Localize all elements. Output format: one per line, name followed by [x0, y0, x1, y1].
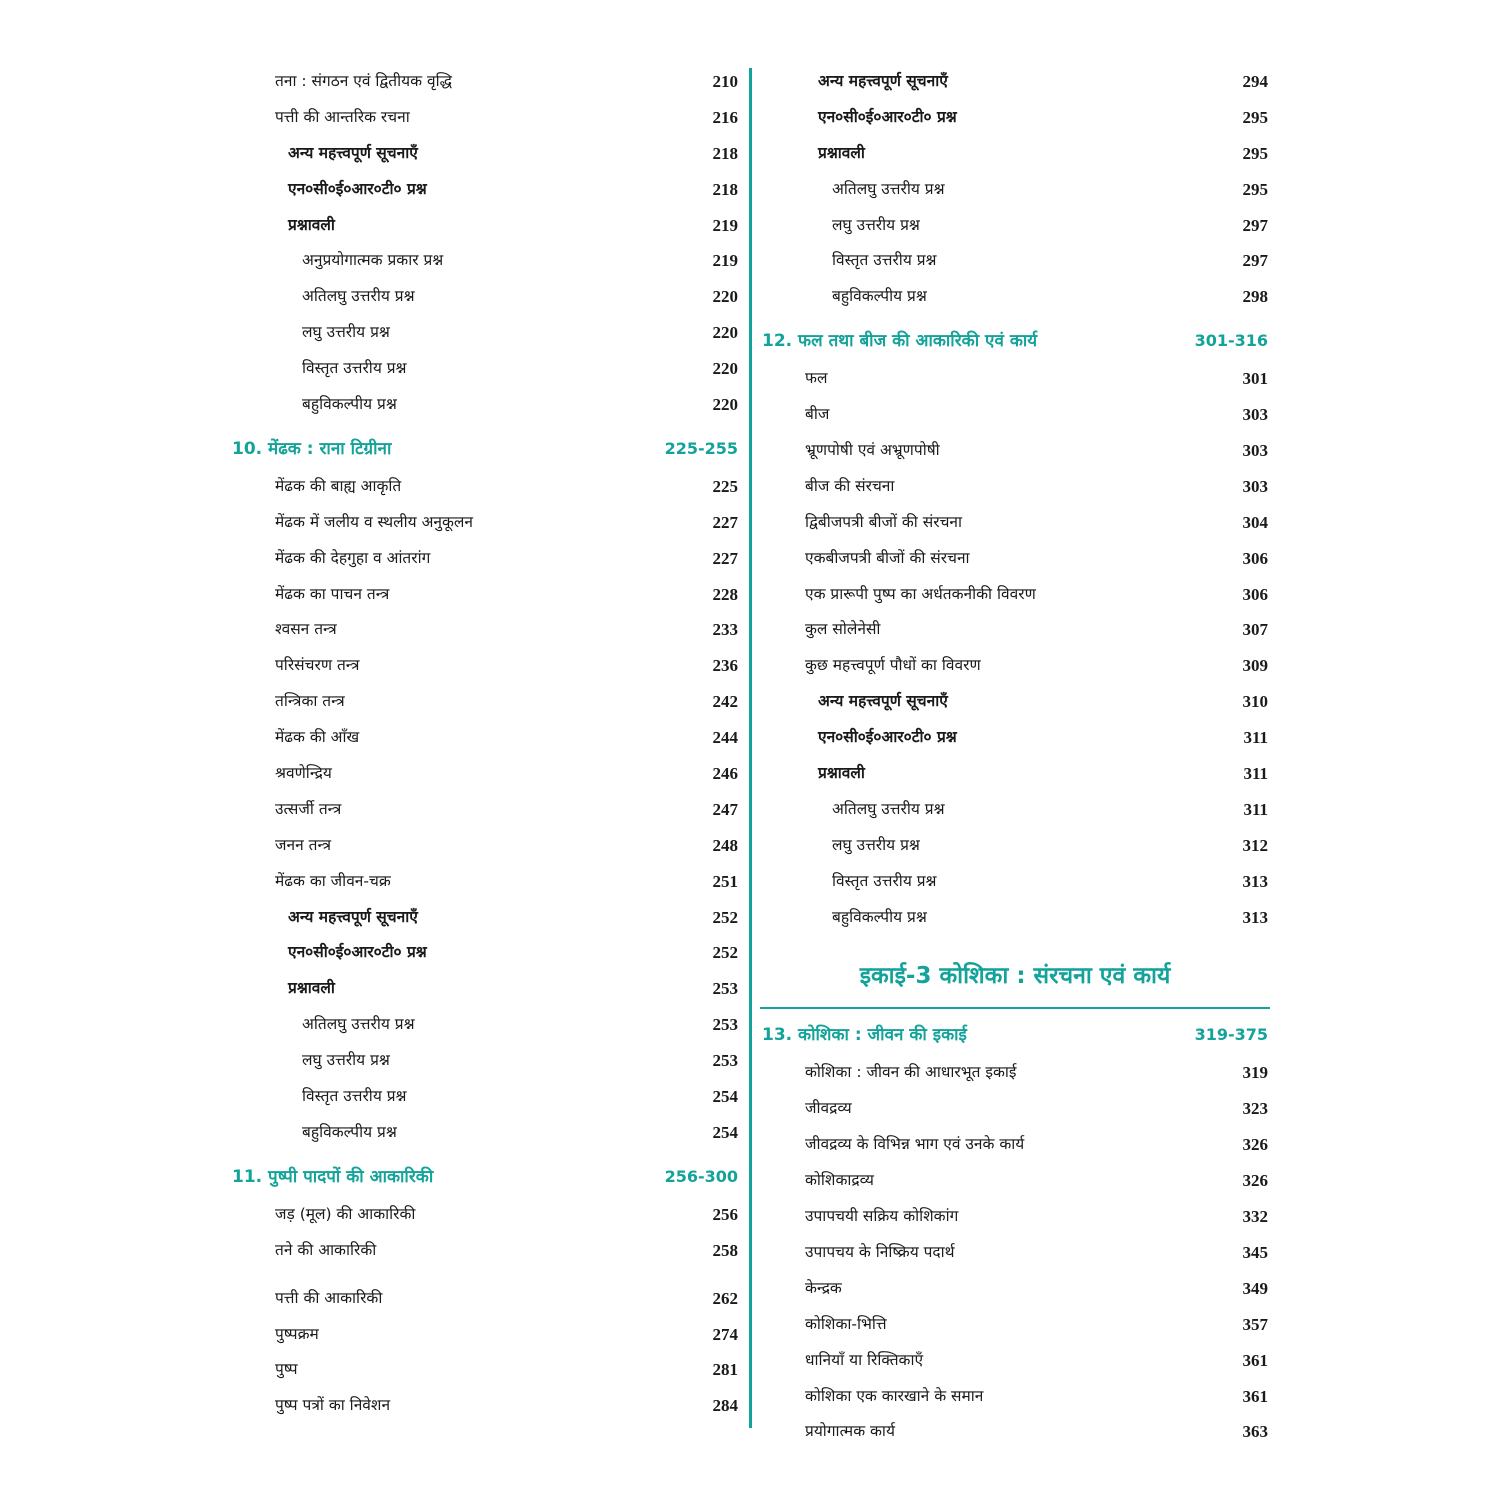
page-number: 301	[1242, 369, 1268, 389]
toc-entry	[230, 577, 740, 613]
page-number: 252	[712, 907, 738, 927]
toc-entry	[230, 864, 740, 900]
page-number: 220	[712, 323, 738, 343]
chapter-heading	[230, 429, 740, 469]
entry-title: प्रयोगात्मक कार्य	[805, 1422, 895, 1441]
page-number: 306	[1242, 548, 1268, 568]
page-number: 309	[1242, 656, 1268, 676]
page-number: 236	[712, 656, 738, 676]
entry-title: लघु उत्तरीय प्रश्न	[832, 835, 920, 854]
page-number: 220	[712, 359, 738, 379]
toc-entry	[230, 1388, 740, 1424]
toc-entry	[230, 1079, 740, 1115]
toc-entry	[230, 1281, 740, 1317]
toc-entry	[760, 1127, 1270, 1163]
toc-left-column	[230, 64, 740, 1424]
toc-entry	[760, 684, 1270, 720]
toc-entry	[760, 1343, 1270, 1379]
entry-title: बहुविकल्पीय प्रश्न	[832, 287, 927, 306]
entry-title: प्रश्नावली	[288, 979, 335, 998]
entry-title: अतिलघु उत्तरीय प्रश्न	[832, 179, 945, 198]
entry-title: पुष्प पत्रों का निवेशन	[275, 1396, 391, 1415]
toc-entry	[760, 792, 1270, 828]
entry-title: एन०सी०ई०आर०टी० प्रश्न	[818, 107, 957, 126]
entry-title: जड़ (मूल) की आकारिकी	[275, 1204, 416, 1223]
page-number: 311	[1243, 764, 1268, 784]
entry-title: कोशिका एक कारखाने के समान	[805, 1386, 984, 1405]
toc-entry	[760, 1307, 1270, 1343]
page-number: 297	[1242, 251, 1268, 271]
entry-title: प्रश्नावली	[818, 143, 865, 162]
entry-title: तने की आकारिकी	[275, 1240, 377, 1259]
chapter-heading	[760, 321, 1270, 361]
page-number: 345	[1242, 1242, 1268, 1262]
entry-title: एन०सी०ई०आर०टी० प्रश्न	[818, 728, 957, 747]
toc-entry	[230, 1007, 740, 1043]
entry-title: एन०सी०ई०आर०टी० प्रश्न	[288, 943, 427, 962]
entry-title: भ्रूणपोषी एवं अभ्रूणपोषी	[805, 441, 940, 460]
toc-entry	[230, 172, 740, 208]
page-number: 253	[712, 1015, 738, 1035]
toc-entry	[230, 100, 740, 136]
page-number: 256	[712, 1204, 738, 1224]
unit-title: इकाई-3 कोशिका : संरचना एवं कार्य	[859, 963, 1171, 990]
toc-entry	[760, 648, 1270, 684]
page-number: 295	[1242, 107, 1268, 127]
toc-entry	[760, 900, 1270, 936]
page-number: 295	[1242, 143, 1268, 163]
page-number: 228	[712, 584, 738, 604]
page-number: 247	[712, 799, 738, 819]
toc-entry	[760, 720, 1270, 756]
entry-title: उपापचय के निष्क्रिय पदार्थ	[805, 1242, 955, 1261]
page-number: 301-316	[1194, 331, 1268, 351]
toc-entry	[760, 1163, 1270, 1199]
entry-title: कुछ महत्त्वपूर्ण पौधों का विवरण	[805, 656, 981, 675]
entry-title: एक प्रारूपी पुष्प का अर्धतकनीकी विवरण	[805, 584, 1036, 603]
entry-title: 12. फल तथा बीज की आकारिकी एवं कार्य	[762, 331, 1038, 352]
entry-title: जीवद्रव्य के विभिन्न भाग एवं उनके कार्य	[805, 1135, 1025, 1154]
entry-title: एन०सी०ई०आर०टी० प्रश्न	[288, 179, 427, 198]
toc-entry	[230, 1043, 740, 1079]
entry-title: श्रवणेन्द्रिय	[275, 764, 332, 783]
toc-entry	[760, 136, 1270, 172]
page-number: 294	[1242, 72, 1268, 91]
entry-title: पत्ती की आकारिकी	[275, 1288, 383, 1307]
page-number: 303	[1242, 441, 1268, 461]
page-number: 225	[712, 476, 738, 496]
entry-title: प्रश्नावली	[818, 764, 865, 783]
toc-entry	[760, 612, 1270, 648]
page-number: 304	[1242, 512, 1268, 532]
entry-title: परिसंचरण तन्त्र	[275, 656, 360, 675]
page-number: 262	[712, 1288, 738, 1308]
page-number: 218	[712, 179, 738, 199]
page-number: 227	[712, 512, 738, 532]
entry-title: अन्य महत्त्वपूर्ण सूचनाएँ	[818, 692, 948, 711]
toc-entry	[760, 279, 1270, 315]
entry-title: अन्य महत्त्वपूर्ण सूचनाएँ	[818, 72, 948, 90]
page-number: 319	[1242, 1063, 1268, 1083]
toc-entry	[230, 935, 740, 971]
page-number: 274	[712, 1324, 738, 1344]
toc-entry	[230, 279, 740, 315]
entry-title: मेंढक का जीवन-चक्र	[275, 871, 391, 890]
entry-title: 11. पुष्पी पादपों की आकारिकी	[232, 1166, 434, 1187]
page-number: 254	[712, 1122, 738, 1142]
entry-title: पत्ती की आन्तरिक रचना	[275, 107, 410, 126]
toc-entry	[760, 1235, 1270, 1271]
page-number: 297	[1242, 215, 1268, 235]
entry-title: धानियाँ या रिक्तिकाएँ	[805, 1350, 924, 1369]
entry-title: एकबीजपत्री बीजों की संरचना	[805, 548, 970, 567]
entry-title: कुल सोलेनेसी	[805, 620, 881, 639]
entry-title: विस्तृत उत्तरीय प्रश्न	[832, 871, 937, 890]
entry-title: अन्य महत्त्वपूर्ण सूचनाएँ	[288, 143, 418, 162]
toc-entry	[760, 577, 1270, 613]
toc-entry	[230, 828, 740, 864]
page-number: 326	[1242, 1135, 1268, 1155]
toc-entry	[760, 100, 1270, 136]
page-number: 307	[1242, 620, 1268, 640]
page-number: 242	[712, 692, 738, 712]
page-number: 253	[712, 979, 738, 999]
entry-title: लघु उत्तरीय प्रश्न	[302, 1051, 390, 1070]
page-number: 220	[712, 287, 738, 307]
page-number: 323	[1242, 1099, 1268, 1119]
toc-entry	[760, 1091, 1270, 1127]
page-number: 219	[712, 251, 738, 271]
entry-title: द्विबीजपत्री बीजों की संरचना	[805, 512, 963, 531]
entry-title: उत्सर्जी तन्त्र	[275, 799, 342, 818]
entry-title: मेंढक की देहगुहा व आंतरांग	[275, 548, 431, 567]
page-number: 306	[1242, 584, 1268, 604]
toc-entry	[760, 64, 1270, 100]
entry-title: मेंढक का पाचन तन्त्र	[275, 584, 390, 603]
page-number: 227	[712, 548, 738, 568]
toc-entry	[230, 541, 740, 577]
page-number: 349	[1242, 1278, 1268, 1298]
toc-entry	[230, 208, 740, 244]
toc-right-column	[760, 64, 1270, 1450]
page-number: 298	[1242, 287, 1268, 307]
page-number: 251	[712, 871, 738, 891]
page-number: 225-255	[664, 438, 738, 458]
toc-entry	[760, 541, 1270, 577]
toc-entry	[230, 612, 740, 648]
toc-entry	[760, 361, 1270, 397]
toc-entry	[760, 1199, 1270, 1235]
toc-entry	[230, 1317, 740, 1353]
column-divider	[749, 68, 752, 1428]
page-number: 319-375	[1194, 1025, 1268, 1045]
toc-entry	[760, 828, 1270, 864]
entry-title: अनुप्रयोगात्मक प्रकार प्रश्न	[302, 251, 444, 270]
entry-title: जीवद्रव्य	[805, 1099, 852, 1118]
entry-title: बहुविकल्पीय प्रश्न	[302, 1122, 397, 1141]
toc-entry	[230, 720, 740, 756]
chapter-heading	[760, 1015, 1270, 1055]
page-number: 258	[712, 1240, 738, 1260]
toc-entry	[230, 684, 740, 720]
entry-title: फल	[805, 369, 828, 388]
toc-entry	[230, 971, 740, 1007]
page-number: 295	[1242, 179, 1268, 199]
entry-title: पुष्प	[275, 1360, 298, 1379]
page-number: 332	[1242, 1207, 1268, 1227]
page-number: 233	[712, 620, 738, 640]
entry-title: अतिलघु उत्तरीय प्रश्न	[302, 1015, 415, 1034]
entry-title: लघु उत्तरीय प्रश्न	[302, 323, 390, 342]
page-number: 284	[712, 1396, 738, 1416]
entry-title: लघु उत्तरीय प्रश्न	[832, 215, 920, 234]
entry-title: श्वसन तन्त्र	[275, 620, 337, 639]
toc-entry	[230, 243, 740, 279]
page-number: 363	[1242, 1422, 1268, 1442]
page-number: 218	[712, 143, 738, 163]
entry-title: अतिलघु उत्तरीय प्रश्न	[302, 287, 415, 306]
toc-entry	[230, 505, 740, 541]
page-number: 313	[1242, 871, 1268, 891]
toc-entry	[760, 756, 1270, 792]
entry-title: उपापचयी सक्रिय कोशिकांग	[805, 1207, 959, 1226]
page-number: 253	[712, 1051, 738, 1071]
toc-entry	[760, 1271, 1270, 1307]
toc-entry	[230, 469, 740, 505]
toc-entry	[760, 208, 1270, 244]
toc-entry	[230, 1197, 740, 1233]
page-number: 220	[712, 395, 738, 415]
toc-entry	[230, 351, 740, 387]
entry-title: मेंढक की बाह्य आकृति	[275, 476, 402, 495]
entry-title: बीज	[805, 405, 830, 424]
entry-title: कोशिकाद्रव्य	[805, 1171, 874, 1190]
toc-entry	[230, 792, 740, 828]
toc-entry	[760, 505, 1270, 541]
entry-title: कोशिका : जीवन की आधारभूत इकाई	[805, 1063, 1017, 1082]
page-number: 357	[1242, 1314, 1268, 1334]
entry-title: मेंढक की आँख	[275, 728, 360, 747]
page-number: 252	[712, 943, 738, 963]
entry-title: विस्तृत उत्तरीय प्रश्न	[302, 359, 407, 378]
page-number: 219	[712, 215, 738, 235]
toc-entry	[760, 172, 1270, 208]
toc-entry	[760, 469, 1270, 505]
entry-title: बहुविकल्पीय प्रश्न	[302, 395, 397, 414]
entry-title: 13. कोशिका : जीवन की इकाई	[762, 1025, 967, 1046]
page-number: 216	[712, 107, 738, 127]
entry-title: जनन तन्त्र	[275, 835, 332, 854]
toc-entry	[230, 64, 740, 100]
toc-entry	[230, 136, 740, 172]
entry-title: विस्तृत उत्तरीय प्रश्न	[832, 251, 937, 270]
entry-title: तन्त्रिका तन्त्र	[275, 692, 345, 711]
toc-entry	[230, 1115, 740, 1151]
page-number: 361	[1242, 1386, 1268, 1406]
page-number: 311	[1243, 728, 1268, 748]
page-number: 246	[712, 764, 738, 784]
page-number: 248	[712, 835, 738, 855]
toc-entry	[230, 315, 740, 351]
toc-entry	[230, 1233, 740, 1269]
toc-entry	[230, 900, 740, 936]
entry-title: अन्य महत्त्वपूर्ण सूचनाएँ	[288, 907, 418, 926]
entry-title: प्रश्नावली	[288, 215, 335, 234]
toc-entry	[230, 648, 740, 684]
entry-title: बीज की संरचना	[805, 476, 895, 495]
entry-title: पुष्पक्रम	[275, 1324, 319, 1343]
page-number: 361	[1242, 1350, 1268, 1370]
page-number: 254	[712, 1087, 738, 1107]
entry-title: केन्द्रक	[805, 1278, 842, 1297]
chapter-heading	[230, 1157, 740, 1197]
entry-title: कोशिका-भित्ति	[805, 1314, 887, 1333]
toc-entry	[230, 387, 740, 423]
page-number: 311	[1243, 799, 1268, 819]
page-number: 303	[1242, 405, 1268, 425]
page-number: 310	[1242, 692, 1268, 712]
page-number: 281	[712, 1360, 738, 1380]
toc-entry	[760, 397, 1270, 433]
entry-title: विस्तृत उत्तरीय प्रश्न	[302, 1087, 407, 1106]
page-number: 256-300	[664, 1166, 738, 1186]
toc-entry	[760, 1055, 1270, 1091]
toc-entry	[760, 864, 1270, 900]
toc-entry	[230, 756, 740, 792]
toc-entry	[230, 1352, 740, 1388]
toc-entry	[760, 243, 1270, 279]
toc-entry	[760, 1414, 1270, 1450]
page-number: 244	[712, 728, 738, 748]
page-number: 210	[712, 72, 738, 91]
entry-title: अतिलघु उत्तरीय प्रश्न	[832, 799, 945, 818]
unit-heading	[760, 953, 1270, 1009]
page-number: 313	[1242, 907, 1268, 927]
entry-title: 10. मेंढक : राना टिग्रीना	[232, 438, 392, 459]
entry-title: तना : संगठन एवं द्वितीयक वृद्धि	[275, 72, 452, 90]
page-number: 303	[1242, 476, 1268, 496]
toc-entry	[760, 1379, 1270, 1415]
page-number: 312	[1242, 835, 1268, 855]
entry-title: मेंढक में जलीय व स्थलीय अनुकूलन	[275, 512, 474, 531]
entry-title: बहुविकल्पीय प्रश्न	[832, 907, 927, 926]
toc-entry	[760, 433, 1270, 469]
page-number: 326	[1242, 1171, 1268, 1191]
